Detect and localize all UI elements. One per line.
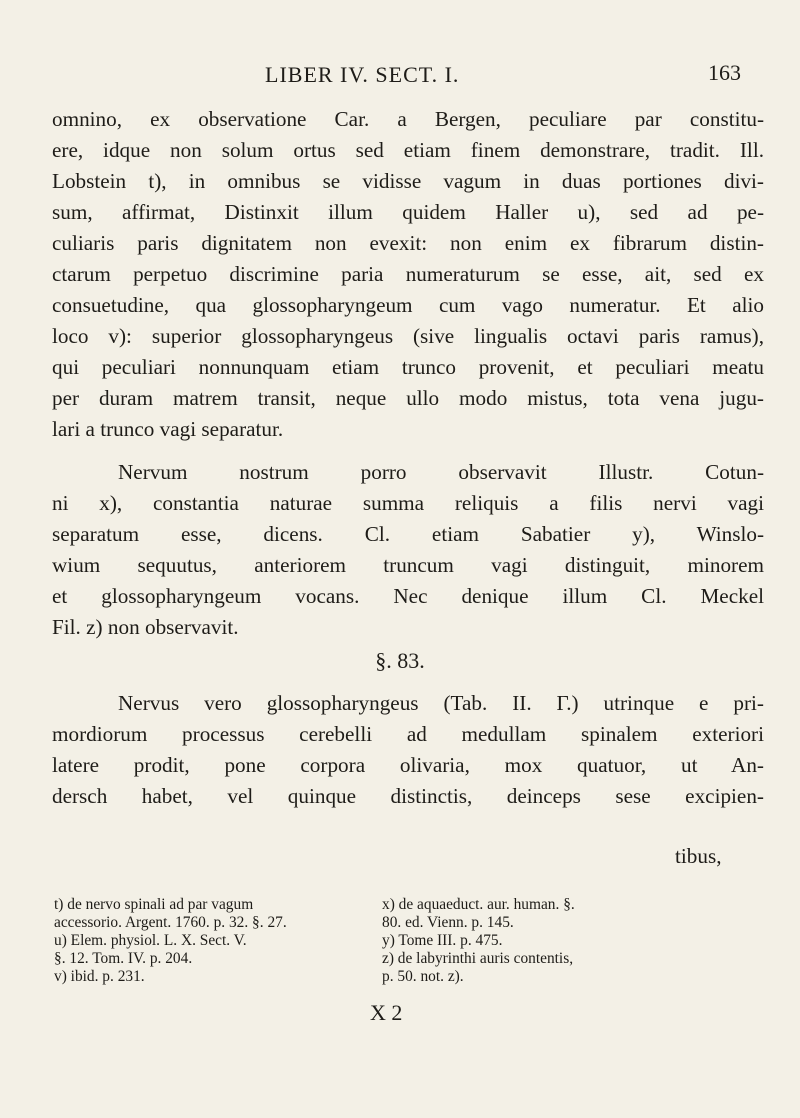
footnote-line: §. 12. Tom. IV. p. 204.	[54, 950, 193, 967]
footnote-line: y) Tome III. p. 475.	[382, 932, 503, 949]
section-heading: §. 83.	[375, 648, 425, 673]
text-line: latere prodit, pone corpora olivaria, mox quatuor, ut An-	[52, 753, 764, 777]
text-line: ni x), constantia naturae summa reliquis a filis nervi vagi	[52, 491, 764, 515]
page-header	[0, 56, 800, 96]
paragraph-gap	[52, 445, 764, 457]
text-line: qui peculiari nonnunquam etiam trunco provenit, et peculiari meatu	[52, 355, 764, 379]
footnote-line: z) de labyrinthi auris contentis,	[382, 950, 574, 967]
text-line: separatum esse, dicens. Cl. etiam Sabatier y), Winslo-	[52, 522, 764, 546]
footnote-line: t) de nervo spinali ad par vagum	[54, 896, 254, 913]
text-line: ere, idque non solum ortus sed etiam finem demonstrare, tradit. Ill.	[52, 138, 764, 162]
text-line: sum, affirmat, Distinxit illum quidem Haller u), sed ad pe-	[52, 200, 764, 224]
text-line: mordiorum processus cerebelli ad medullam spinalem exteriori	[52, 722, 764, 746]
text-line: Lobstein t), in omnibus se vidisse vagum in duas portiones divi-	[52, 169, 764, 193]
footnote-line: u) Elem. physiol. L. X. Sect. V.	[54, 932, 247, 949]
text-line: et glossopharyngeum vocans. Nec denique illum Cl. Meckel	[52, 584, 764, 608]
footnotes-left-column	[54, 896, 354, 986]
footnote-line: x) de aquaeduct. aur. human. §.	[382, 896, 575, 913]
text-line: ctarum perpetuo discrimine paria numeraturum se esse, ait, sed ex	[52, 262, 764, 286]
text-line: consuetudine, qua glossopharyngeum cum vago numeratur. Et alio	[52, 293, 764, 317]
text-line: wium sequutus, anteriorem truncum vagi distinguit, minorem	[52, 553, 764, 577]
text-line: Nervum nostrum porro observavit Illustr. Cotun-	[118, 460, 764, 484]
trailing-word: tibus,	[675, 844, 722, 868]
text-line: Nervus vero glossopharyngeus (Tab. II. Γ.) utrinque e pri-	[118, 691, 764, 715]
text-line: dersch habet, vel quinque distinctis, deinceps sese excipien-	[52, 784, 764, 808]
paragraph-3	[52, 688, 764, 812]
footnote-line: 80. ed. Vienn. p. 145.	[382, 914, 514, 931]
text-line: Fil. z) non observavit.	[52, 615, 239, 639]
footnote-line: accessorio. Argent. 1760. p. 32. §. 27.	[54, 914, 287, 931]
text-line: lari a trunco vagi separatur.	[52, 417, 284, 441]
text-line: loco v): superior glossopharyngeus (sive lingualis octavi paris ramus),	[52, 324, 764, 348]
paragraph-1	[52, 104, 764, 643]
footnotes-right-column	[382, 896, 766, 986]
text-line: per duram matrem transit, neque ullo modo mistus, tota vena jugu-	[52, 386, 764, 410]
footnote-line: p. 50. not. z).	[382, 968, 464, 985]
footnote-line: v) ibid. p. 231.	[54, 968, 145, 985]
text-line: omnino, ex observatione Car. a Bergen, peculiare par constitu-	[52, 107, 764, 131]
signature-mark: X 2	[370, 1000, 403, 1025]
running-head: LIBER IV. SECT. I.	[265, 62, 460, 87]
page-number: 163	[708, 60, 741, 85]
text-line: culiaris paris dignitatem non evexit: non enim ex fibrarum distin-	[52, 231, 764, 255]
